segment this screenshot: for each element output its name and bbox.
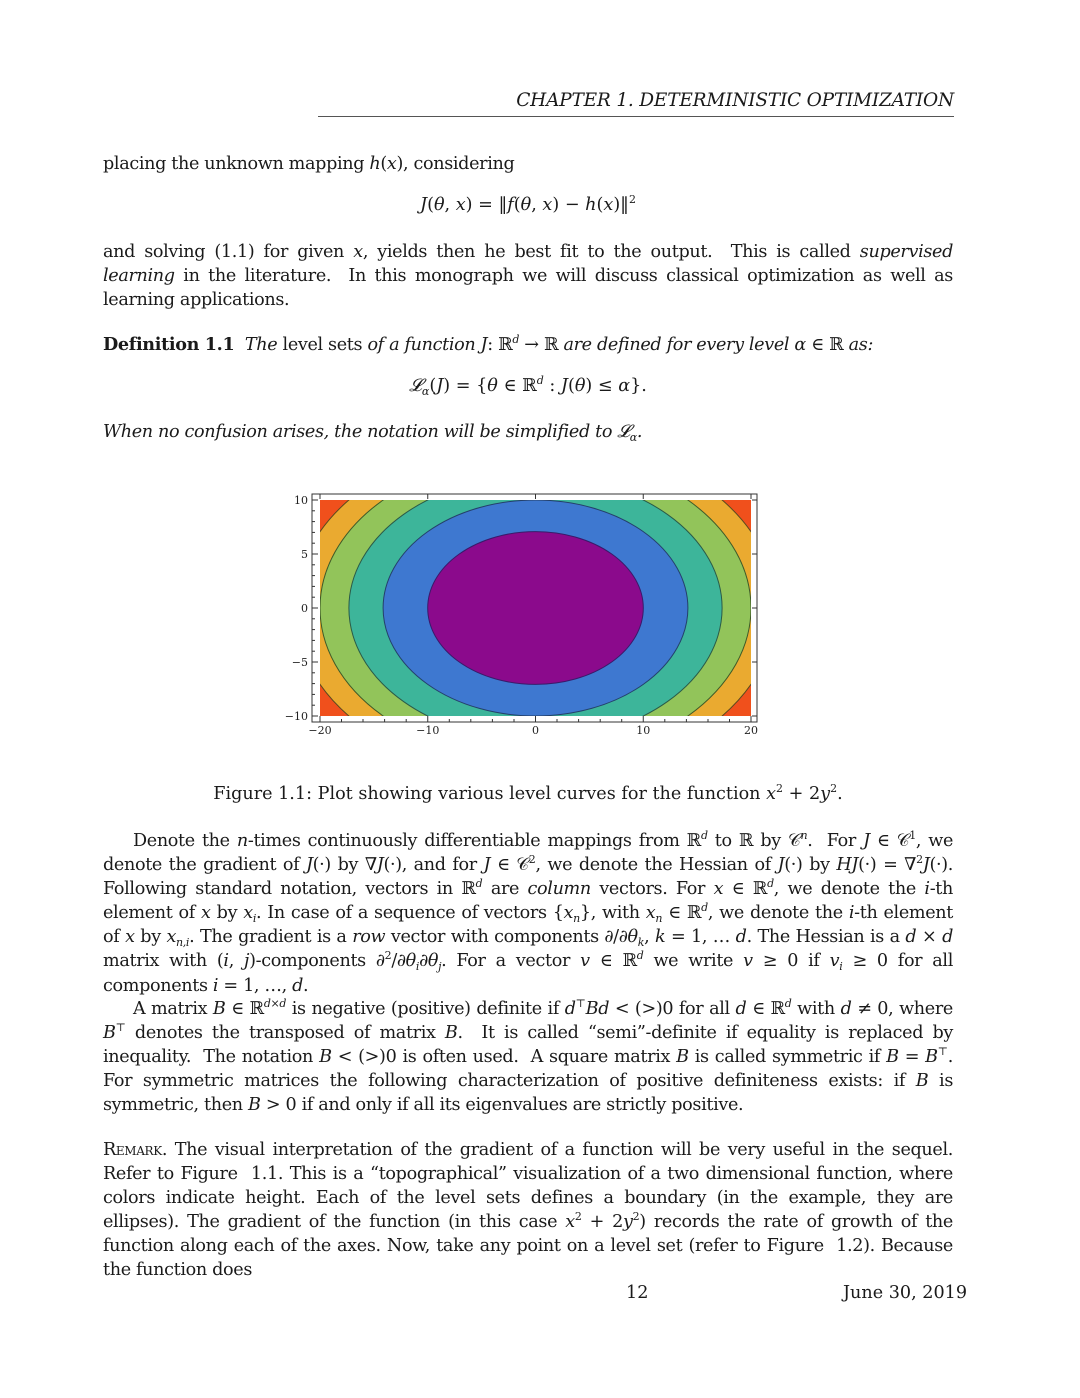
x-tick-label: −10	[416, 724, 440, 737]
y-tick-label: 0	[301, 602, 308, 615]
y-tick-label: −5	[291, 656, 308, 669]
running-header: CHAPTER 1. DETERMINISTIC OPTIMIZATION	[516, 90, 954, 111]
equation-level-set: 𝓛$_\alpha$(J) = {θ ∈ ℝ$^d$ : J(θ) ≤ α}.	[409, 374, 647, 398]
x-tick-label: 10	[636, 724, 651, 737]
figure-caption: Figure 1.1: Plot showing various level curves for the function $x^2 + 2y^2$.	[213, 782, 843, 804]
y-tick-label: 5	[301, 548, 308, 561]
contour-plot	[280, 485, 780, 745]
x-tick-label: 0	[532, 724, 539, 737]
definition-note: When no confusion arises, the notation will be simplified to 𝓛$_\alpha$.	[103, 422, 643, 444]
page-number: 12	[626, 1283, 649, 1303]
y-tick-label: −10	[284, 710, 308, 723]
paragraph-definiteness: A matrix B ∈ ℝ$^{d\times d}$ is negative (positive) definite if d⊤Bd < (>)0 for all d ∈ ℝ$^d$ with d ≠ 0, where B⊤ denotes the transposed of matrix B. It is called “semi”-definite if equality is replaced by inequality. The notation B < (>)0 is often used. A square matrix B is called symmetric if B = B⊤. For symmetric matrices the following characterization of positive definiteness exists: if B is symmetric, then B > 0 if and only if all its eigenvalues are strictly positive.	[103, 997, 953, 1116]
definition-label: Definition 1.1	[103, 334, 235, 355]
definition-1-1: Definition 1.1 The level sets of a function J: ℝ$^d$ → ℝ are defined for every level α ∈ ℝ as:	[103, 333, 874, 355]
header-rule	[318, 116, 954, 117]
y-tick-label: 10	[294, 494, 308, 507]
remark-label: Remark.	[103, 1140, 168, 1160]
x-tick-label: 20	[744, 724, 758, 737]
paragraph-supervised: and solving (1.1) for given x, yields then he best fit to the output. This is called supervised learning in the literature. In this monograph we will discuss classical optimization as well as learning applications.	[103, 242, 953, 311]
contour-bands	[295, 485, 777, 745]
x-tick-label: −20	[308, 724, 332, 737]
paragraph-intro: placing the unknown mapping h(x), considering	[103, 154, 515, 174]
paragraph-remark: Remark. The visual interpretation of the gradient of a function will be very useful in the sequel. Refer to Figure 1.1. This is a “topographical” visualization of a two dimensional function, where colors indicate height. Each of the level sets defines a boundary (in the example, they are ellipses). The gradient of the function (in this case $x^2 + 2y^2$) records the rate of growth of the function along each of the axes. Now, take any point on a level set (refer to Figure 1.2). Because the function does	[103, 1140, 953, 1281]
equation-cost: J(θ, x) = ‖f(θ, x) − h(x)‖$^2$	[420, 193, 636, 215]
paragraph-notation: Denote the n-times continuously differentiable mappings from ℝ$^d$ to ℝ by 𝒞$^n$. For J ∈ 𝒞$^1$, we denote the gradient of J(·) by ∇J(·), and for J ∈ 𝒞$^2$, we denote the Hessian of J(·) by HJ(·) = ∇$^2$J(·). Following standard notation, vectors in ℝ$^d$ are column vectors. For x ∈ ℝ$^d$, we denote the i-th element of x by $x_i$. In case of a sequence of vectors $\{x_n\}$, with $x_n$ ∈ ℝ$^d$, we denote the i-th element of x by $x_{n,i}$. The gradient is a row vector with components $\partial/\partial\theta_k$, k = 1, … d. The Hessian is a d × d matrix with (i, j)-components $\partial^2/\partial\theta_i\partial\theta_j$. For a vector v ∈ ℝ$^d$ we write v ≥ 0 if $v_i \ge 0$ for all components i = 1, …, d.	[103, 829, 954, 996]
page-date: June 30, 2019	[843, 1283, 968, 1303]
